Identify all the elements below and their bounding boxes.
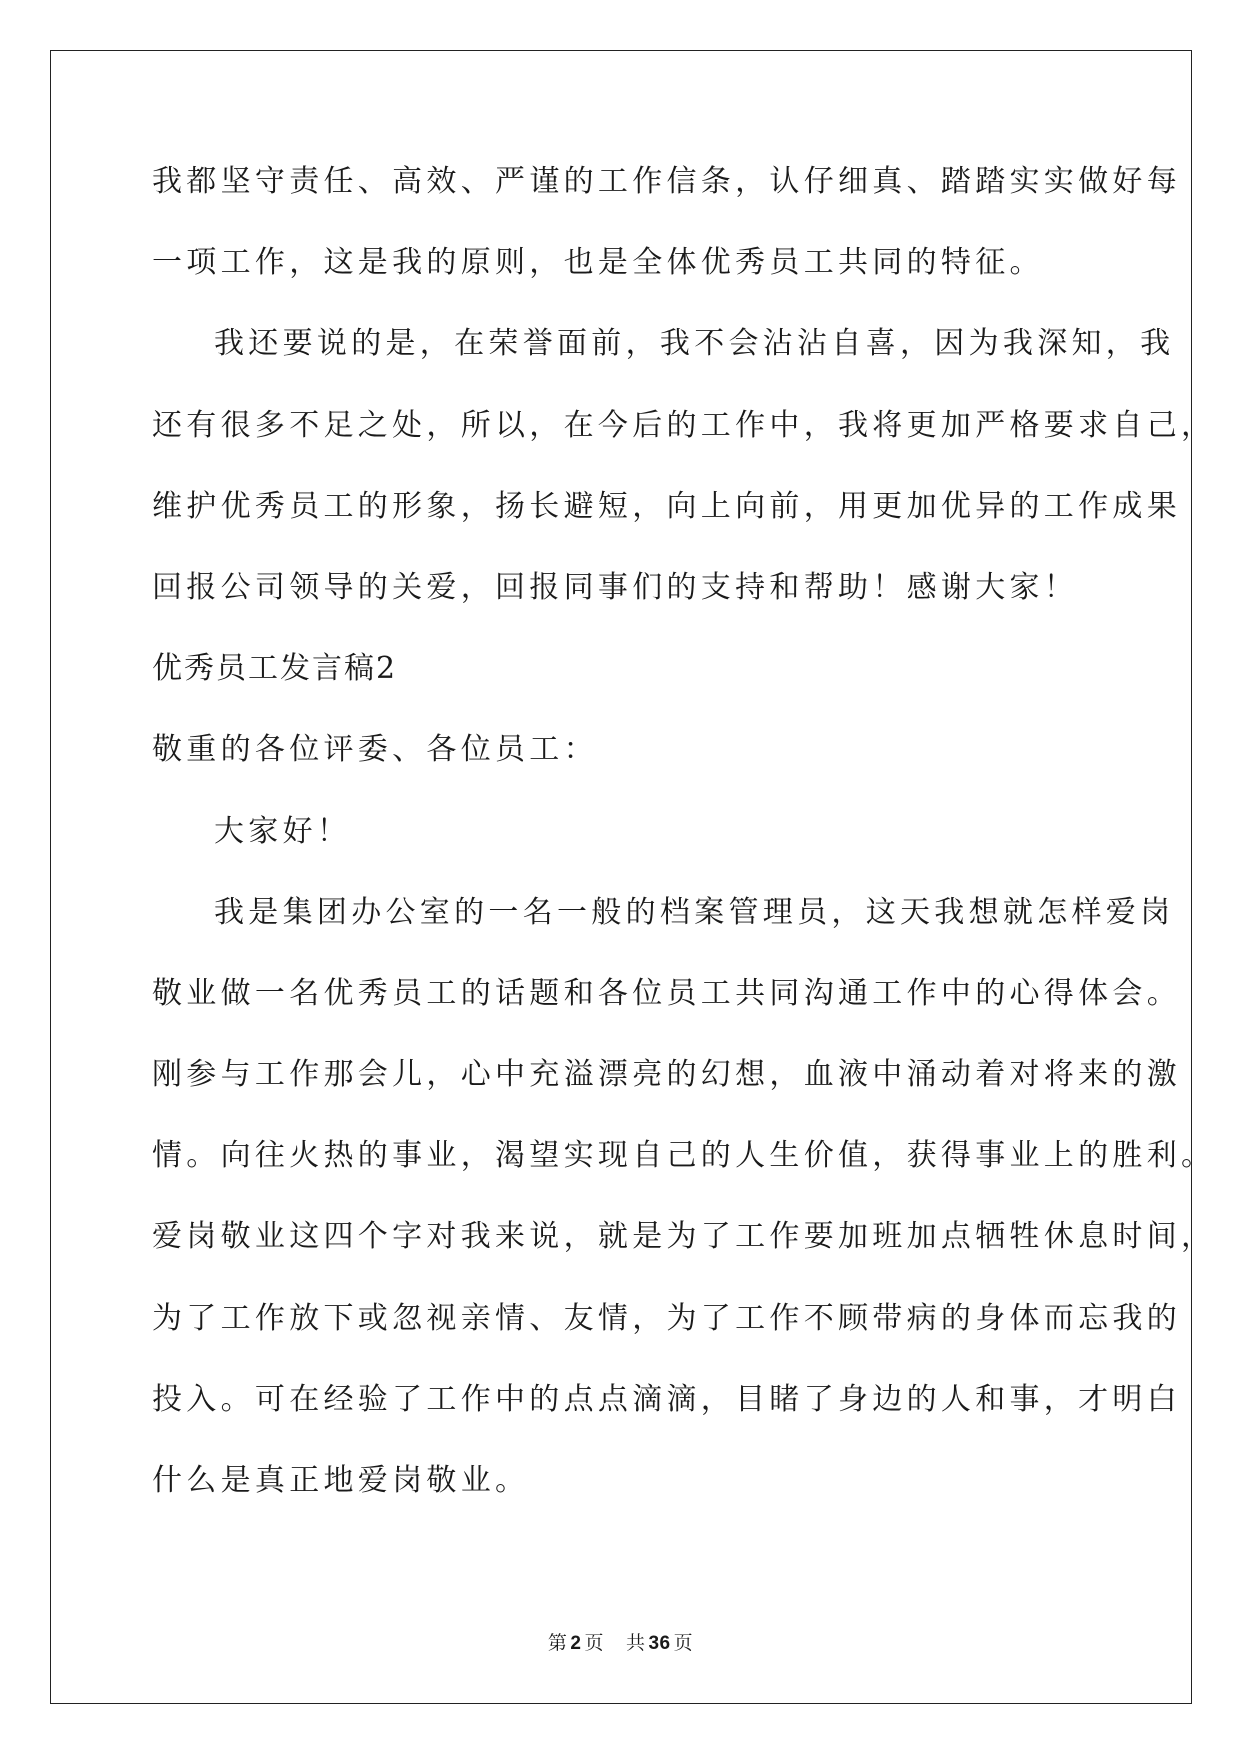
salutation: 敬重的各位评委、各位员工： [152,732,598,768]
page-number: 2 [570,1633,582,1654]
text-line: 为了工作放下或忽视亲情、友情，为了工作不顾带病的身体而忘我的 [152,1300,1181,1336]
document-body [152,162,1216,1542]
text-line: 维护优秀员工的形象，扬长避短，向上向前，用更加优异的工作成果 [152,488,1181,524]
text-line: 还有很多不足之处，所以，在今后的工作中，我将更加严格要求自己， [152,407,1216,443]
text-line: 爱岗敬业这四个字对我来说，就是为了工作要加班加点牺牲休息时间， [152,1219,1216,1255]
text-line: 投入。可在经验了工作中的点点滴滴，目睹了身边的人和事，才明白 [152,1381,1181,1417]
section-heading: 优秀员工发言稿2 [152,651,398,687]
text-line: 我是集团办公室的一名一般的档案管理员，这天我想就怎样爱岗 [214,894,1175,930]
text-line: 我还要说的是，在荣誉面前，我不会沾沾自喜，因为我深知，我 [214,326,1175,362]
text-line: 回报公司领导的关爱，回报同事们的支持和帮助！感谢大家！ [152,569,1079,605]
text-line: 敬业做一名优秀员工的话题和各位员工共同沟通工作中的心得体会。 [152,975,1181,1011]
total-suffix: 页 [673,1632,694,1654]
text-line: 刚参与工作那会儿，心中充溢漂亮的幻想，血液中涌动着对将来的激 [152,1057,1181,1093]
total-prefix: 共 [625,1632,646,1654]
page-footer [0,1628,1241,1655]
page-prefix: 第 [547,1632,568,1654]
page-suffix: 页 [584,1632,604,1654]
greeting: 大家好！ [214,813,352,849]
text-line: 我都坚守责任、高效、严谨的工作信条，认仔细真、踏踏实实做好每 [152,164,1181,199]
text-line: 什么是真正地爱岗敬业。 [152,1463,530,1498]
text-line: 情。向往火热的事业，渴望实现自己的人生价值，获得事业上的胜利。 [152,1138,1216,1174]
text-line: 一项工作，这是我的原则，也是全体优秀员工共同的特征。 [152,245,1044,281]
total-pages: 36 [648,1633,671,1654]
